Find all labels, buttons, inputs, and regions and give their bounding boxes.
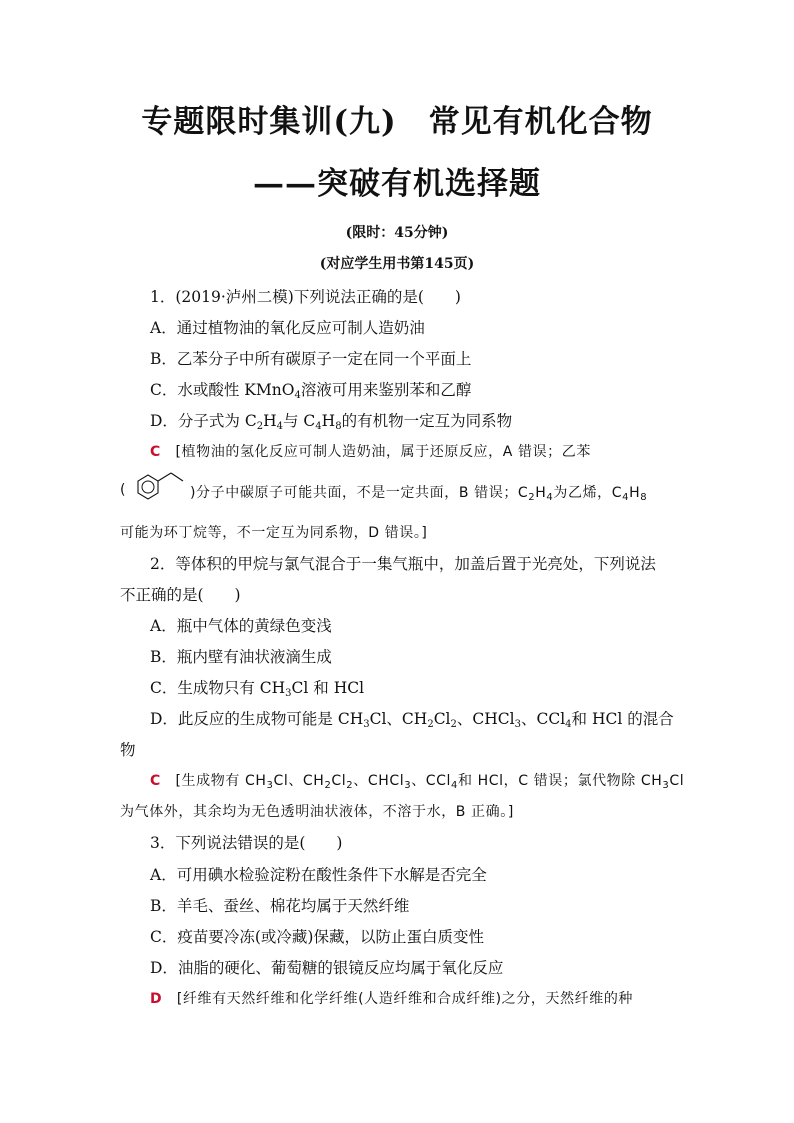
q3-option-d: D．油脂的硬化、葡萄糖的银镜反应均属于氧化反应	[150, 959, 504, 977]
q2-answer: C [生成物有 $CH_3Cl$、$CH_2Cl_2$、CHCl$_3$、CCl$_4$和 HCl，C 错误；氯代物除 $CH_3Cl$	[150, 773, 685, 791]
q1-explanation-open: (	[120, 482, 127, 498]
q1-option-c: C．水或酸性 KMnO$_4$溶液可用来鉴别苯和乙醇	[150, 381, 472, 401]
q2-stem: 2．等体积的甲烷与氯气混合于一集气瓶中，加盖后置于光亮处，下列说法	[150, 555, 656, 573]
q3-answer-letter: D	[150, 991, 163, 1007]
q2-explanation-line2: 为气体外，其余均为无色透明油状液体，不溶于水，B 正确。]	[120, 804, 514, 820]
q2-option-a: A．瓶中气体的黄绿色变浅	[150, 617, 332, 635]
q1-option-a: A．通过植物油的氧化反应可制人造奶油	[150, 319, 425, 337]
q2-option-d: D．此反应的生成物可能是 $CH_3Cl$、$CH_2Cl_2$、CHCl$_3$、CCl$_4$和 HCl 的混合	[150, 710, 674, 730]
page-subtitle: ——突破有机选择题	[253, 166, 541, 202]
time-limit: (限时：45分钟)	[345, 225, 449, 241]
q1-explanation-line2: )分子中碳原子可能共面，不是一定共面，B 错误；$C_2H_4$为乙烯，$C_4H_8$	[190, 485, 648, 503]
q2-stem-cont: 不正确的是( )	[120, 586, 241, 604]
q3-stem: 3．下列说法错误的是( )	[150, 834, 343, 852]
ethylbenzene-structure	[121, 466, 201, 508]
q1-option-d: D．分子式为 $C_2H_4$与 $C_4H_8$的有机物一定互为同系物	[150, 412, 513, 432]
q1-answer: C [植物油的氢化反应可制人造奶油，属于还原反应，A 错误；乙苯	[150, 444, 591, 460]
q1-answer-letter: C	[150, 444, 161, 460]
page-title: 专题限时集训(九) 常见有机化合物	[141, 104, 653, 140]
q2-answer-letter: C	[150, 773, 161, 789]
q1-stem: 1．(2019·泸州二模)下列说法正确的是( )	[150, 288, 461, 306]
book-reference: (对应学生用书第145页)	[319, 256, 475, 272]
q1-option-b: B．乙苯分子中所有碳原子一定在同一个平面上	[150, 350, 472, 368]
q1-explanation-line3: 可能为环丁烷等，不一定互为同系物，D 错误。]	[120, 525, 428, 541]
q3-option-c: C．疫苗要冷冻(或冷藏)保藏，以防止蛋白质变性	[150, 928, 484, 946]
q3-answer: D [纤维有天然纤维和化学纤维(人造纤维和合成纤维)之分，天然纤维的种	[150, 991, 634, 1007]
q3-option-a: A．可用碘水检验淀粉在酸性条件下水解是否完全	[150, 866, 487, 884]
q2-option-c: C．生成物只有 $CH_3Cl$ 和 HCl	[150, 679, 365, 699]
q2-option-b: B．瓶内壁有油状液滴生成	[150, 648, 332, 666]
q2-option-d-cont: 物	[120, 741, 136, 759]
q3-option-b: B．羊毛、蚕丝、棉花均属于天然纤维	[150, 897, 410, 915]
